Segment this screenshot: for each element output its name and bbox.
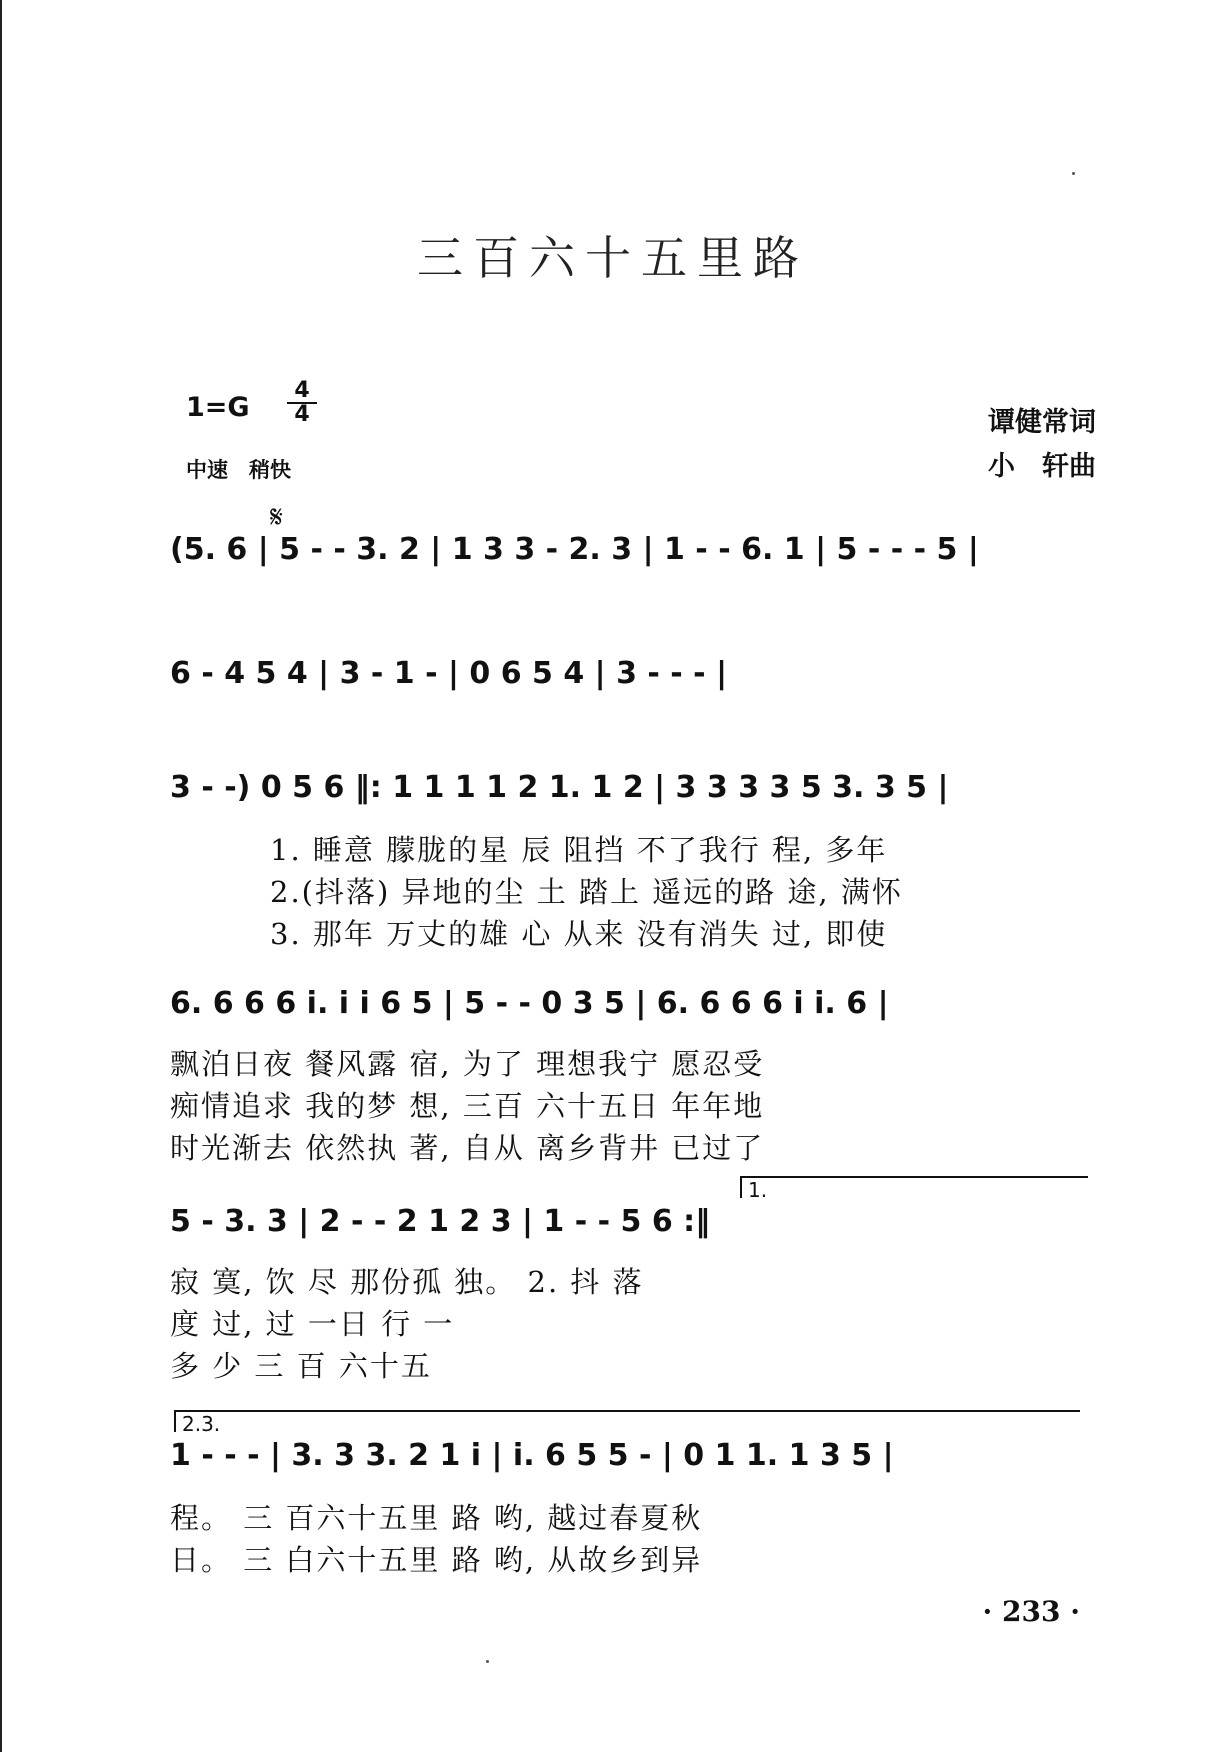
lyric-verse-2: 度 过, 过 一日 行 一 (170, 1307, 455, 1341)
time-signature-top: 4 (287, 380, 317, 404)
segno-icon: 𝄋 (270, 500, 283, 535)
lyric-verse-3: 多 少 三 百 六十五 (170, 1349, 432, 1383)
lyric-verse-1: 飘泊日夜 餐风露 宿, 为了 理想我宁 愿忍受 (170, 1047, 765, 1081)
lyric-verse-1: 程。 三 百六十五里 路 哟, 越过春夏秋 (170, 1501, 703, 1535)
lyric-verse-2: 2.(抖落) 异地的尘 土 踏上 遥远的路 途, 满怀 (270, 875, 903, 909)
lyric-verse-3: 时光渐去 依然执 著, 自从 离乡背井 已过了 (170, 1131, 765, 1165)
notation-line: 1 - - - | 3. 3 3. 2 1 i | i. 6 5 5 - | 0 1 1. 1 3 5 | (170, 1438, 894, 1473)
lyric-verse-2: 日。 三 白六十五里 路 哟, 从故乡到异 (170, 1543, 703, 1577)
notation-line: 3 - -) 0 5 6 ‖: 1 1 1 1 2 1. 1 2 | 3 3 3 3 5 3. 3 5 | (170, 770, 949, 805)
song-title: 三百六十五里路 (417, 231, 809, 285)
lyric-verse-1: 寂 寞, 饮 尽 那份孤 独。 2. 抖 落 (170, 1265, 644, 1299)
lyric-verse-1: 1. 睡意 朦胧的星 辰 阻挡 不了我行 程, 多年 (270, 833, 888, 867)
scan-speck (1072, 172, 1075, 175)
scan-speck (486, 1660, 489, 1663)
lyricist-credit: 谭健常词 (988, 407, 1096, 438)
lyric-verse-2: 痴情追求 我的梦 想, 三百 六十五日 年年地 (170, 1089, 765, 1123)
composer-credit: 小 轩曲 (988, 451, 1096, 482)
notation-line: 6 - 4 5 4 | 3 - 1 - | 0 6 5 4 | 3 - - - | (170, 656, 728, 691)
time-signature-bottom: 4 (294, 402, 310, 427)
notation-line: 5 - 3. 3 | 2 - - 2 1 2 3 | 1 - - 5 6 :‖ (170, 1204, 711, 1239)
time-signature (287, 380, 317, 426)
system-divider (300, 1410, 1080, 1412)
notation-line: (5. 6 | 5 - - 3. 2 | 1 3 3 - 2. 3 | 1 - - 6. 1 | 5 - - - 5 | (170, 532, 979, 567)
volta-first-ending: 1. (740, 1176, 1088, 1198)
notation-line: 6. 6 6 6 i. i i 6 5 | 5 - - 0 3 5 | 6. 6 6 6 i i. 6 | (170, 986, 889, 1021)
tempo-marking: 中速 稍快 (186, 458, 291, 482)
volta-second-third-ending: 2.3. (174, 1410, 302, 1432)
page-number: · 233 · (982, 1595, 1080, 1628)
key-signature: 1=G (186, 392, 250, 423)
lyric-verse-3: 3. 那年 万丈的雄 心 从来 没有消失 过, 即使 (270, 917, 888, 951)
